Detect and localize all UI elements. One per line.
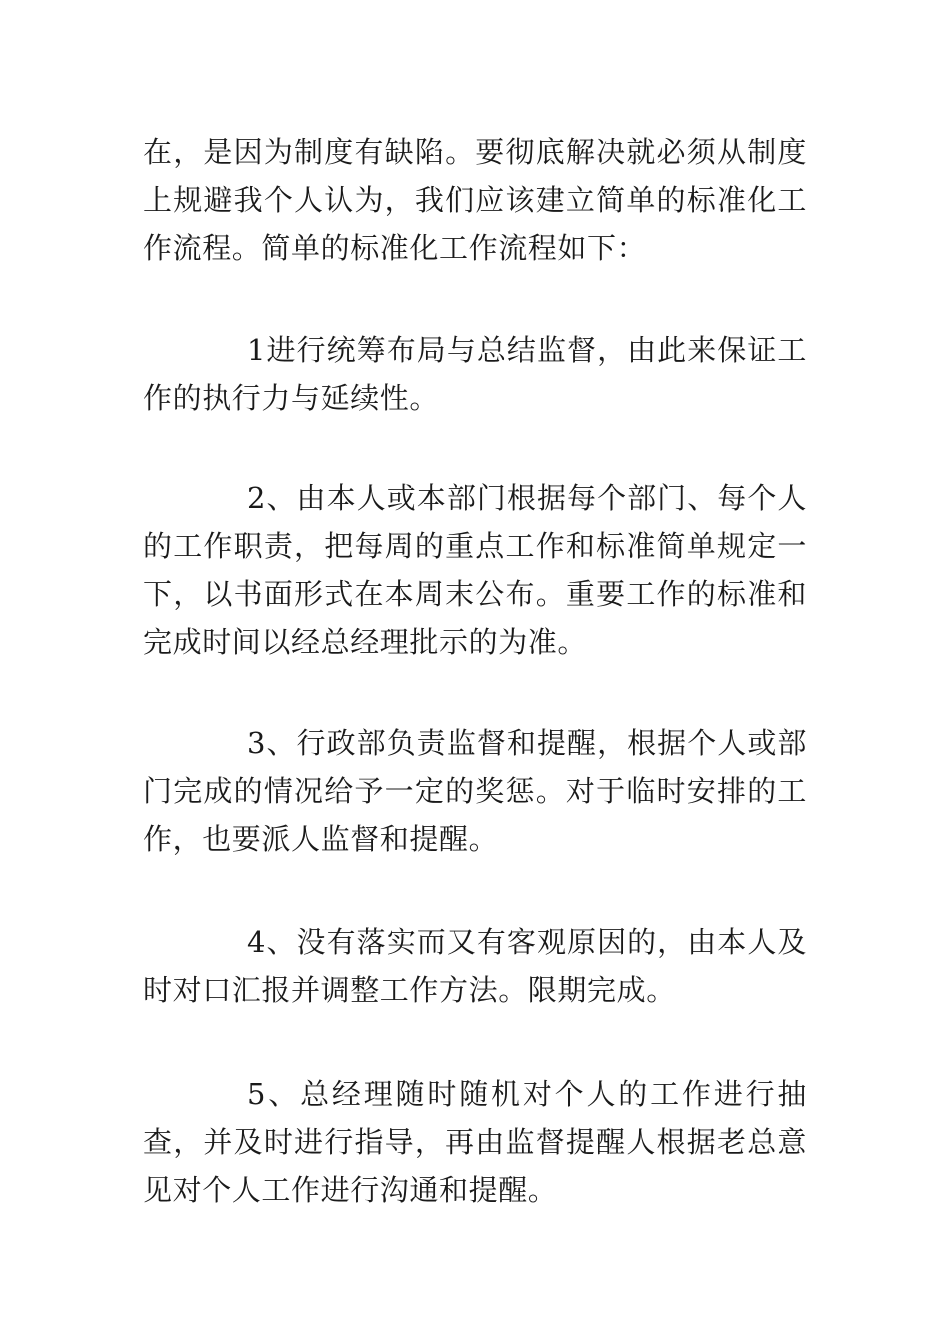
paragraph-item-4: 4、没有落实而又有客观原因的，由本人及时对口汇报并调整工作方法。限期完成。 (143, 925, 807, 1007)
paragraph-item-1: 1进行统筹布局与总结监督，由此来保证工作的执行力与延续性。 (143, 333, 807, 415)
paragraph-item-3: 3、行政部负责监督和提醒，根据个人或部门完成的情况给予一定的奖惩。对于临时安排的工作，也要派人监督和提醒。 (143, 726, 807, 856)
paragraph-item-2: 2、由本人或本部门根据每个部门、每个人的工作职责，把每周的重点工作和标准简单规定一下，以书面形式在本周末公布。重要工作的标准和完成时间以经总经理批示的为准。 (143, 481, 807, 659)
paragraph-item-5: 5、总经理随时随机对个人的工作进行抽查，并及时进行指导，再由监督提醒人根据老总意见对个人工作进行沟通和提醒。 (143, 1077, 807, 1207)
paragraph-intro: 在，是因为制度有缺陷。要彻底解决就必须从制度上规避我个人认为，我们应该建立简单的标准化工作流程。简单的标准化工作流程如下： (143, 135, 807, 265)
